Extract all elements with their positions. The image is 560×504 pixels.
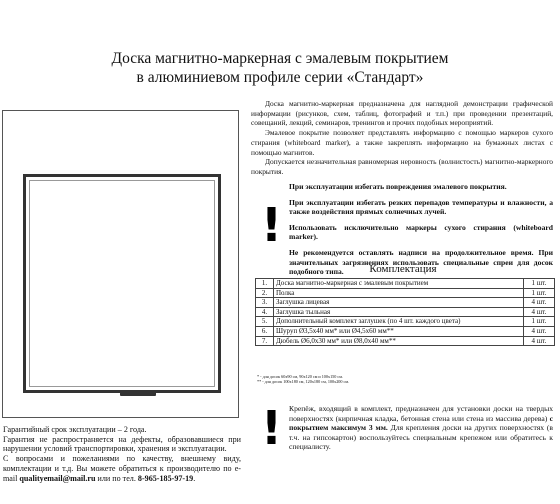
contact-info xyxy=(3,454,241,483)
kit-cell-item: Дополнительный комплект заглушек (по 4 шт. каждого цвета) xyxy=(274,317,524,327)
contact-phone[interactable]: 8-965-185-97-19 xyxy=(137,473,194,483)
kit-cell-num: 5. xyxy=(256,317,274,327)
warning-item: Не рекомендуется оставлять надписи на продолжительное время. При значительных загрязнениях использовать специальные спреи для досок подобного типа. xyxy=(289,247,553,277)
table-row xyxy=(256,279,555,289)
warning-item: При эксплуатации избегать резких перепадов температуры и влажности, а также воздействия прямых солнечных лучей. xyxy=(289,197,553,217)
table-row xyxy=(256,298,555,308)
kit-cell-qty: 4 шт. xyxy=(524,298,555,308)
exclamation-icon: ! xyxy=(261,401,282,455)
kit-cell-item: Шуруп Ø3,5х40 мм* или Ø4,5х60 мм** xyxy=(274,326,524,336)
kit-title: Комплектация xyxy=(369,263,437,275)
intro-paragraph: Доска магнитно-маркерная предназначена для наглядной демонстрации графической информации (рисунков, схем, таблиц, фотографий и т.п.) при проведении презентаций, совещаний, лекций, семинаров, тренингов и прочих подобных мероприятий. xyxy=(251,99,553,128)
kit-cell-num: 7. xyxy=(256,336,274,346)
intro-text xyxy=(251,99,553,177)
warning-item: При эксплуатации избегать повреждения эмалевого покрытия. xyxy=(289,182,507,191)
kit-cell-qty: 4 шт. xyxy=(524,336,555,346)
page-title xyxy=(0,49,560,87)
kit-cell-item: Полка xyxy=(274,288,524,298)
board-shelf xyxy=(120,391,156,396)
table-row xyxy=(256,317,555,327)
intro-paragraph: Допускается незначительная равномерная неровность (волнистость) магнитно-маркерного покрытия. xyxy=(251,157,553,176)
kit-cell-qty: 1 шт. xyxy=(524,279,555,289)
kit-cell-qty: 4 шт. xyxy=(524,307,555,317)
mounting-note-text: Для крепления доски на других поверхностях (в т.ч. на гипсокартон) воспользуйтесь специальным крепежом или обратитесь к специалисту. xyxy=(289,423,553,452)
kit-cell-item: Заглушка тыльная xyxy=(274,307,524,317)
kit-cell-item: Дюбель Ø6,0х30 мм* или Ø8,0х40 мм** xyxy=(274,336,524,346)
mounting-note-text: Крепёж, входящий в комплект, предназначен для установки доски на твердых поверхностях (кирпичная кладка, бетонная стена или стена из массива дерева) xyxy=(289,404,553,423)
kit-cell-qty: 1 шт. xyxy=(524,288,555,298)
kit-cell-num: 1. xyxy=(256,279,274,289)
contact-email[interactable]: qualityemail@mail.ru xyxy=(19,473,96,483)
table-row xyxy=(256,288,555,298)
title-line-1: Доска магнитно-маркерная с эмалевым покрытием xyxy=(111,50,449,67)
kit-footnotes xyxy=(257,374,547,384)
contact-text: или по тел. xyxy=(95,473,138,483)
kit-cell-item: Заглушка лицевая xyxy=(274,298,524,308)
guarantee-text xyxy=(3,425,241,483)
kit-cell-qty: 4 шт. xyxy=(524,326,555,336)
kit-cell-num: 6. xyxy=(256,326,274,336)
kit-cell-num: 4. xyxy=(256,307,274,317)
exclamation-icon: ! xyxy=(261,198,282,252)
guarantee-period: Гарантийный срок эксплуатации – 2 года. xyxy=(3,425,147,434)
kit-cell-item: Доска магнитно-маркерная с эмалевым покрытием xyxy=(274,279,524,289)
footnote: * - для досок 60х90 см, 90х120 см и 100х150 см. xyxy=(257,374,343,379)
warning-item: Использовать исключительно маркеры сухого стирания (whiteboard marker). xyxy=(289,222,553,242)
board-surface xyxy=(29,180,215,387)
mounting-note xyxy=(289,404,553,452)
whiteboard-icon xyxy=(23,174,221,393)
table-row xyxy=(256,326,555,336)
guarantee-exclusions: Гарантия не распространяется на дефекты, образовавшиеся при нарушении условий транспортировки, хранения и эксплуатации. xyxy=(3,434,241,454)
title-line-2: в алюминиевом профиле серии «Стандарт» xyxy=(136,69,424,86)
intro-paragraph: Эмалевое покрытие позволяет представлять информацию с помощью маркеров сухого стирания (whiteboard marker), а также закреплять информацию на бумажных листах с помощью магнитов. xyxy=(251,128,553,157)
kit-cell-num: 2. xyxy=(256,288,274,298)
contact-text: С вопросами и пожеланиями по качеству, внешнему виду, комплектации и т.д. Вы можете обратиться к производителю по e-mail xyxy=(3,454,241,483)
table-row xyxy=(256,307,555,317)
kit-cell-num: 3. xyxy=(256,298,274,308)
kit-table xyxy=(255,278,555,346)
contact-text: . xyxy=(193,473,196,483)
product-image-frame xyxy=(2,110,239,418)
footnote: ** - для досок 100х180 см, 120х180 см, 100х200 см. xyxy=(257,379,350,384)
table-row xyxy=(256,336,555,346)
mounting-note-emphasis: с покрытием максимум 3 мм. xyxy=(289,413,553,433)
kit-cell-qty: 1 шт. xyxy=(524,317,555,327)
